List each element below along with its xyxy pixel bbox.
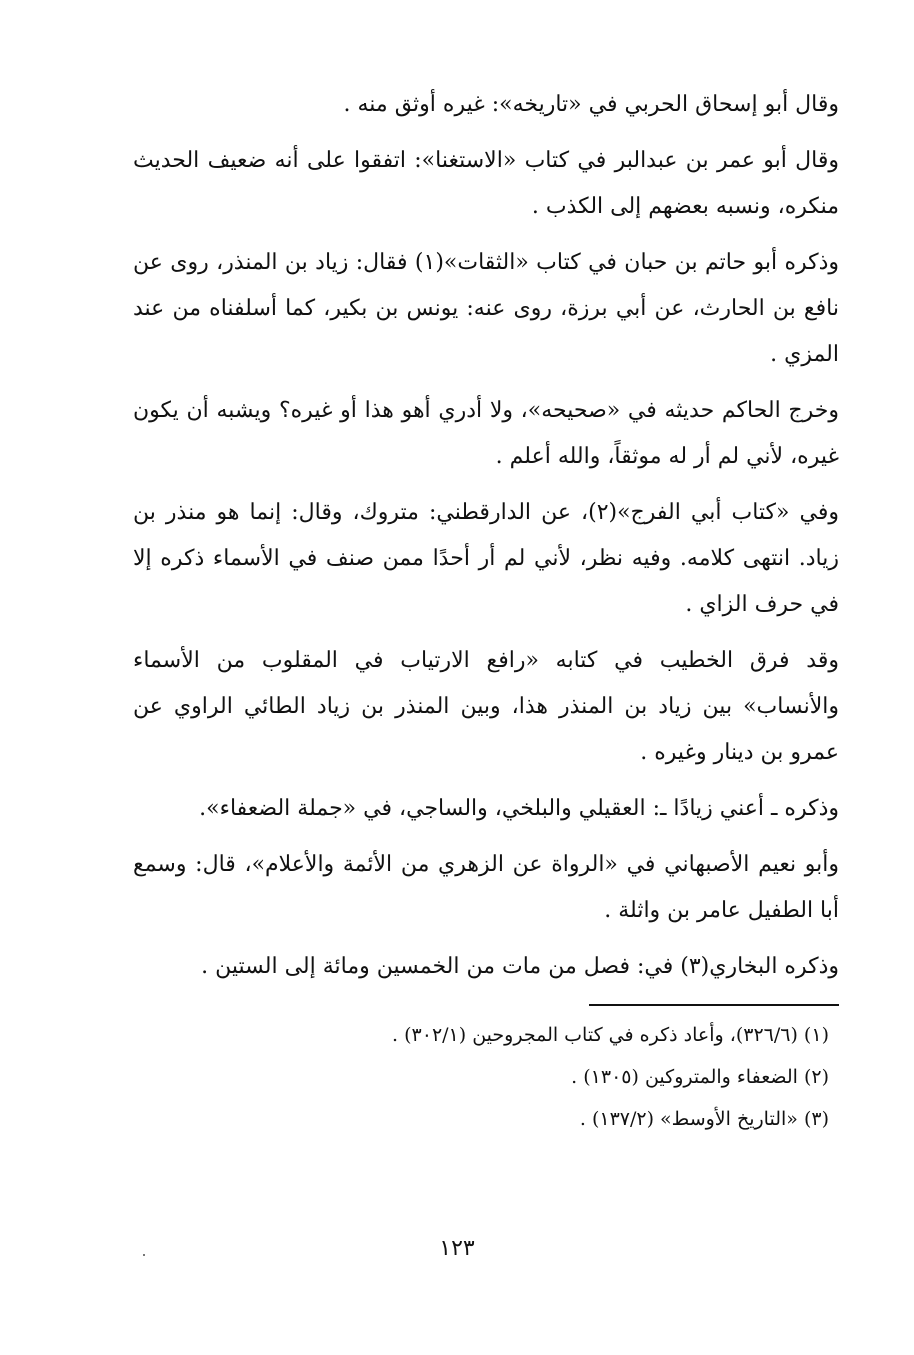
paragraph-6: وقد فرق الخطيب في كتابه «رافع الارتياب في المقلوب من الأسماء والأنساب» بين زياد بن المنذر هذا، وبين المنذر بن زياد الطائي الراوي عن عمرو بن دينار وغيره . [133,648,839,765]
paragraph-4: وخرج الحاكم حديثه في «صحيحه»، ولا أدري أهو هذا أو غيره؟ ويشبه أن يكون غيره، لأني لم أر له موثقاً، والله أعلم . [133,398,839,469]
paragraph-2: وقال أبو عمر بن عبدالبر في كتاب «الاستغنا»: اتفقوا على أنه ضعيف الحديث منكره، ونسبه بعضهم إلى الكذب . [133,148,839,219]
footnotes [133,1014,829,1140]
footnote-2: (٢) الضعفاء والمتروكين (١٣٠٥) . [571,1066,829,1088]
page-body [133,82,839,1140]
paragraph-3: وذكره أبو حاتم بن حبان في كتاب «الثقات»(١) فقال: زياد بن المنذر، روى عن نافع بن الحارث، عن أبي برزة، روى عنه: يونس بن بكير، كما أسلفناه من عند المزي . [133,250,839,367]
footnote-1: (١) (٣٢٦/٦)، وأعاد ذكره في كتاب المجروحين (٣٠٢/١) . [392,1024,829,1046]
paragraph-9: وذكره البخاري(٣) في: فصل من مات من الخمسين ومائة إلى الستين . [201,954,839,979]
paragraph-7: وذكره ـ أعني زيادًا ـ: العقيلي والبلخي، والساجي، في «جملة الضعفاء». [199,796,839,821]
paragraph-1: وقال أبو إسحاق الحربي في «تاريخه»: غيره أوثق منه . [343,92,839,117]
footnote-separator [589,1004,839,1006]
paragraph-8: وأبو نعيم الأصبهاني في «الرواة عن الزهري من الأئمة والأعلام»، قال: وسمع أبا الطفيل عامر بن واثلة . [133,852,839,923]
footnote-3: (٣) «التاريخ الأوسط» (١٣٧/٢) . [579,1108,829,1130]
paragraph-5: وفي «كتاب أبي الفرج»(٢)، عن الدارقطني: متروك، وقال: إنما هو منذر بن زياد. انتهى كلامه. وفيه نظر، لأني لم أر أحدًا ممن صنف في الأسماء ذكره إلا في حرف الزاي . [133,500,839,617]
page-number: ١٢٣ [439,1236,475,1261]
scan-speck [143,1254,145,1256]
